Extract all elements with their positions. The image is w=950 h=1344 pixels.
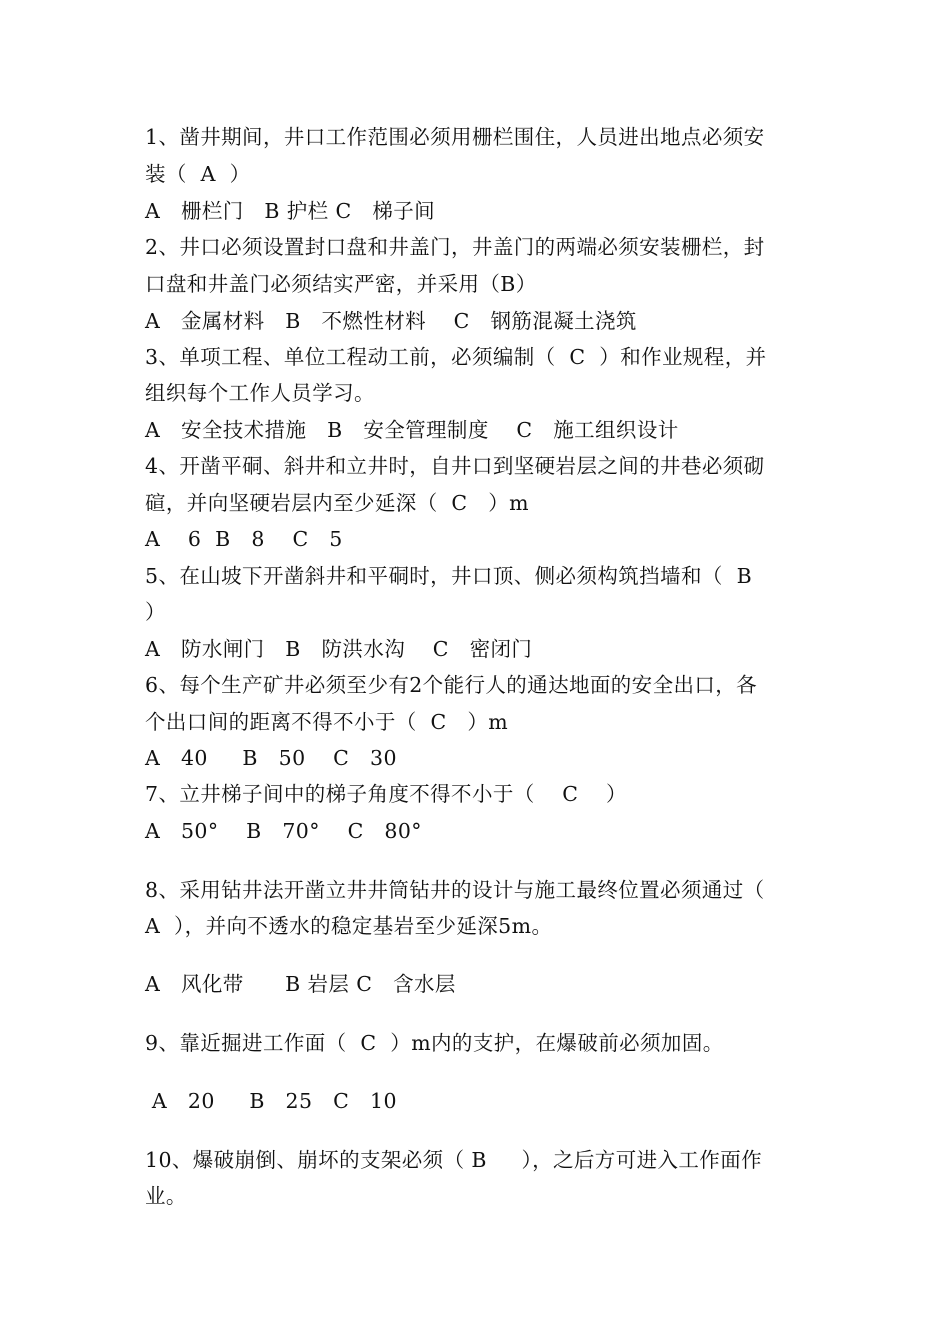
question-2-line-1: 2、井口必须设置封口盘和井盖门，井盖门的两端必须安装栅栏，封 — [145, 235, 765, 259]
question-8-line-1: 8、采用钻井法开凿立井井筒钻井的设计与施工最终位置必须通过（ — [145, 878, 765, 902]
question-9-options: A 20 B 25 C 10 — [145, 1089, 397, 1113]
question-1-options: A 栅栏门 B 护栏 C 梯子间 — [145, 199, 436, 223]
question-7-line-1: 7、立井梯子间中的梯子角度不得不小于（ C ） — [145, 782, 627, 806]
question-1-line-2: 装（ A ） — [145, 162, 251, 186]
question-2-options: A 金属材料 B 不燃性材料 C 钢筋混凝土浇筑 — [145, 309, 637, 333]
question-3-options: A 安全技术措施 B 安全管理制度 C 施工组织设计 — [145, 418, 679, 442]
question-8-options: A 风化带 B 岩层 C 含水层 — [145, 972, 456, 996]
question-2-line-2: 口盘和井盖门必须结实严密，并采用（B） — [145, 272, 537, 296]
question-8-line-2: A ），并向不透水的稳定基岩至少延深5m。 — [145, 914, 553, 938]
question-10-line-2: 业。 — [145, 1184, 187, 1208]
question-3-line-2: 组织每个工作人员学习。 — [145, 381, 375, 405]
question-10-line-1: 10、爆破崩倒、崩坏的支架必须（ B ），之后方可进入工作面作 — [145, 1148, 762, 1172]
question-4-line-2: 碹，并向坚硬岩层内至少延深（ C ）m — [145, 491, 530, 515]
question-9-line-1: 9、靠近掘进工作面（ C ）m内的支护，在爆破前必须加固。 — [145, 1031, 724, 1055]
question-6-options: A 40 B 50 C 30 — [145, 746, 397, 770]
question-6-line-1: 6、每个生产矿井必须至少有2个能行人的通达地面的安全出口，各 — [145, 673, 758, 697]
question-3-line-1: 3、单项工程、单位工程动工前，必须编制（ C ）和作业规程，并 — [145, 345, 767, 369]
question-5-line-1: 5、在山坡下开凿斜井和平硐时，井口顶、侧必须构筑挡墙和（ B — [145, 564, 753, 588]
question-5-line-2: ） — [145, 600, 166, 624]
question-4-line-1: 4、开凿平硐、斜井和立井时，自井口到坚硬岩层之间的井巷必须砌 — [145, 454, 765, 478]
question-6-line-2: 个出口间的距离不得不小于（ C ）m — [145, 710, 509, 734]
question-5-options: A 防水闸门 B 防洪水沟 C 密闭门 — [145, 637, 533, 661]
question-7-options: A 50° B 70° C 80° — [145, 819, 422, 843]
question-1-line-1: 1、凿井期间，井口工作范围必须用栅栏围住，人员进出地点必须安 — [145, 125, 765, 149]
question-4-options: A 6 B 8 C 5 — [145, 527, 343, 551]
